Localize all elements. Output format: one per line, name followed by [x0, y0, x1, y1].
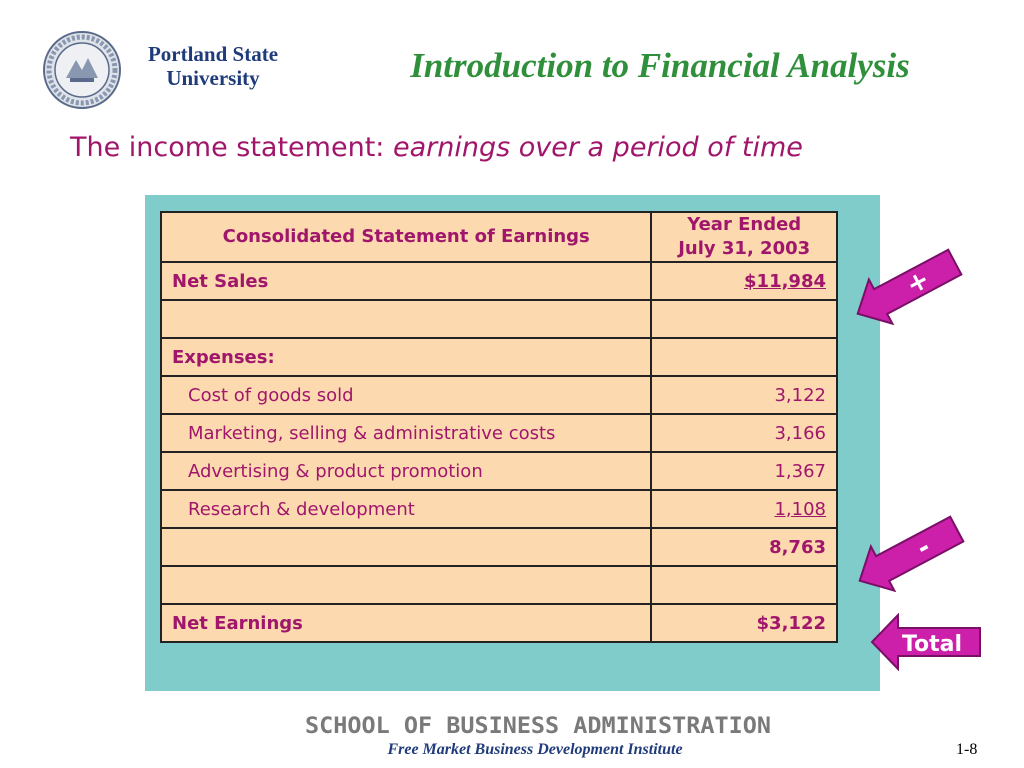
empty-cell [161, 528, 651, 566]
net-sales-value [651, 262, 837, 300]
table-row [161, 338, 837, 376]
university-seal-icon [42, 30, 122, 110]
school-name: SCHOOL OF BUSINESS ADMINISTRATION [305, 714, 771, 739]
header-period-line2: July 31, 2003 [678, 238, 811, 259]
header-period [651, 212, 837, 262]
subtitle-emphasis: earnings over a period of time [392, 132, 803, 163]
total-arrow-icon [870, 613, 985, 671]
table-row [161, 490, 837, 528]
slide-title: Introduction to Financial Analysis [410, 46, 910, 85]
expense-value: 1,367 [651, 452, 837, 490]
table-row [161, 262, 837, 300]
net-earnings-label: Net Earnings [161, 604, 651, 642]
empty-cell [651, 566, 837, 604]
empty-cell [651, 338, 837, 376]
expense-label: Research & development [161, 490, 651, 528]
minus-arrow-icon [845, 515, 975, 593]
net-sales-label: Net Sales [161, 262, 651, 300]
table-row [161, 452, 837, 490]
footer-institute: Free Market Business Development Institute [387, 741, 683, 758]
header-statement-title: Consolidated Statement of Earnings [161, 212, 651, 262]
empty-cell [161, 300, 651, 338]
table-row [161, 300, 837, 338]
empty-cell [651, 300, 837, 338]
expense-amount-underlined: 1,108 [774, 498, 826, 520]
minus-label: - [911, 532, 936, 564]
plus-label: + [901, 264, 935, 302]
table-row [161, 528, 837, 566]
table-row [161, 604, 837, 642]
university-name: Portland State University [147, 42, 279, 90]
table-row [161, 414, 837, 452]
subtitle-prefix: The income statement: [70, 132, 385, 163]
net-sales-amount: $11,984 [744, 270, 826, 292]
table-row [161, 376, 837, 414]
expense-label: Cost of goods sold [161, 376, 651, 414]
table-header-row [161, 212, 837, 262]
page-number: 1-8 [956, 741, 978, 758]
net-earnings-value: $3,122 [651, 604, 837, 642]
expense-value: 3,166 [651, 414, 837, 452]
slide-subtitle [70, 132, 803, 163]
expense-label: Advertising & product promotion [161, 452, 651, 490]
header-period-line1: Year Ended [687, 214, 802, 235]
expense-value: 3,122 [651, 376, 837, 414]
plus-arrow-icon [843, 248, 973, 326]
expenses-total: 8,763 [651, 528, 837, 566]
expense-label: Marketing, selling & administrative costs [161, 414, 651, 452]
empty-cell [161, 566, 651, 604]
total-label: Total [901, 632, 963, 657]
income-statement-table [160, 211, 838, 643]
table-row [161, 566, 837, 604]
expenses-label: Expenses: [161, 338, 651, 376]
expense-value [651, 490, 837, 528]
school-banner [302, 713, 774, 739]
